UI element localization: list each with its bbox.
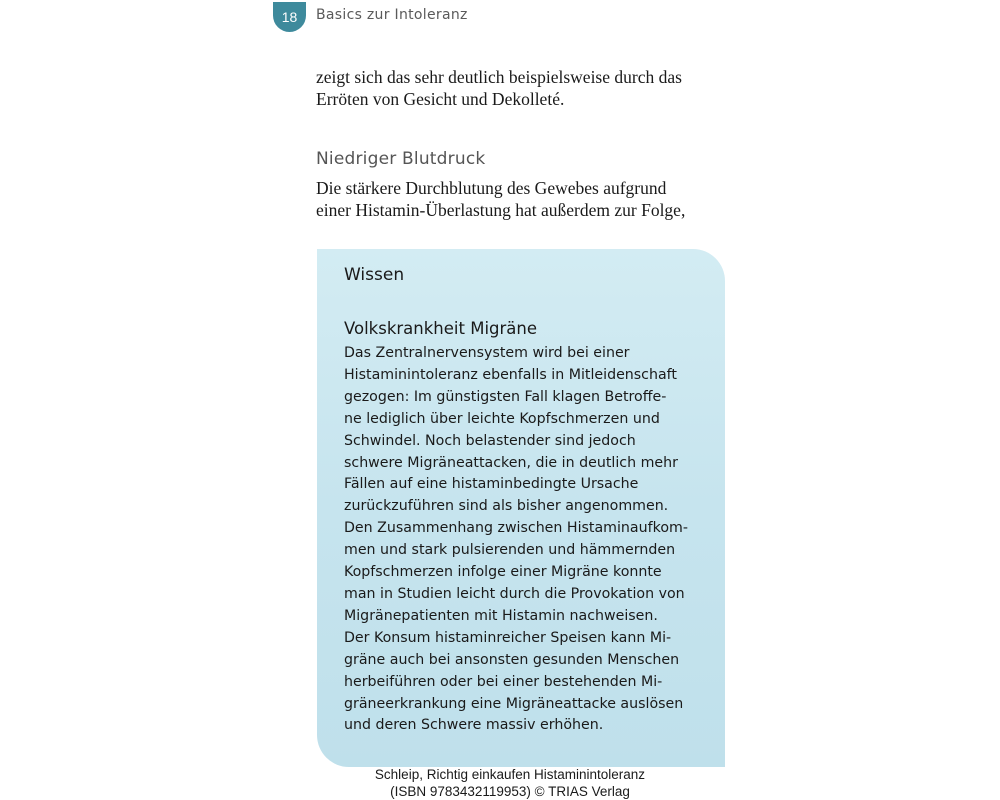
text-line: ne lediglich über leichte Kopfschmerzen und <box>344 410 660 427</box>
running-title: Basics zur Intoleranz <box>316 7 468 23</box>
footer-line: (ISBN 9783432119953) © TRIAS Verlag <box>390 784 630 799</box>
text-line: Schwindel. Noch belastender sind jedoch <box>344 432 636 449</box>
text-line: man in Studien leicht durch die Provokation von <box>344 585 685 602</box>
info-box-label: Wissen <box>344 265 405 285</box>
text-line: und deren Schwere massiv erhöhen. <box>344 717 604 734</box>
text-line: Das Zentralnervensystem wird bei einer <box>344 345 630 361</box>
section-heading: Niedriger Blutdruck <box>316 149 486 169</box>
text-line: Fällen auf eine histaminbedingte Ursache <box>344 476 639 493</box>
text-line: gräne auch bei ansonsten gesunden Menschen <box>344 651 680 668</box>
text-line: herbeiführen oder bei einer bestehenden Mi- <box>344 673 663 690</box>
text-line: gräneerkrankung eine Migräneattacke auslösen <box>344 695 684 712</box>
text-line: Histaminintoleranz ebenfalls in Mitleidenschaft <box>344 366 677 383</box>
info-box-body <box>344 343 714 737</box>
page-number-badge <box>273 2 306 32</box>
text-line: Erröten von Gesicht und Dekolleté. <box>316 89 565 109</box>
text-line: Migränepatienten mit Histamin nachweisen. <box>344 607 658 624</box>
text-line: zeigt sich das sehr deutlich beispielsweise durch das <box>316 67 682 87</box>
page-number: 18 <box>281 9 298 25</box>
text-line: schwere Migräneattacken, die in deutlich mehr <box>344 454 678 471</box>
intro-paragraph <box>316 66 736 110</box>
text-line: Den Zusammenhang zwischen Histaminaufkom- <box>344 520 688 537</box>
text-line: Der Konsum histaminreicher Speisen kann Mi- <box>344 629 672 646</box>
text-line: men und stark pulsierenden und hämmernden <box>344 542 676 559</box>
info-box-title: Volkskrankheit Migräne <box>344 319 538 338</box>
text-line: gezogen: Im günstigsten Fall klagen Betroffe- <box>344 388 667 405</box>
text-line: Die stärkere Durchblutung des Gewebes aufgrund <box>316 178 667 198</box>
section-paragraph <box>316 177 736 221</box>
footer-line: Schleip, Richtig einkaufen Histaminintoleranz <box>374 767 646 782</box>
text-line: Kopfschmerzen infolge einer Migräne konnte <box>344 564 662 581</box>
text-line: zurückzuführen sind als bisher angenommen. <box>344 498 669 515</box>
footer-credit <box>300 766 720 800</box>
text-line: einer Histamin-Überlastung hat außerdem zur Folge, <box>316 200 686 220</box>
info-box <box>317 249 725 767</box>
